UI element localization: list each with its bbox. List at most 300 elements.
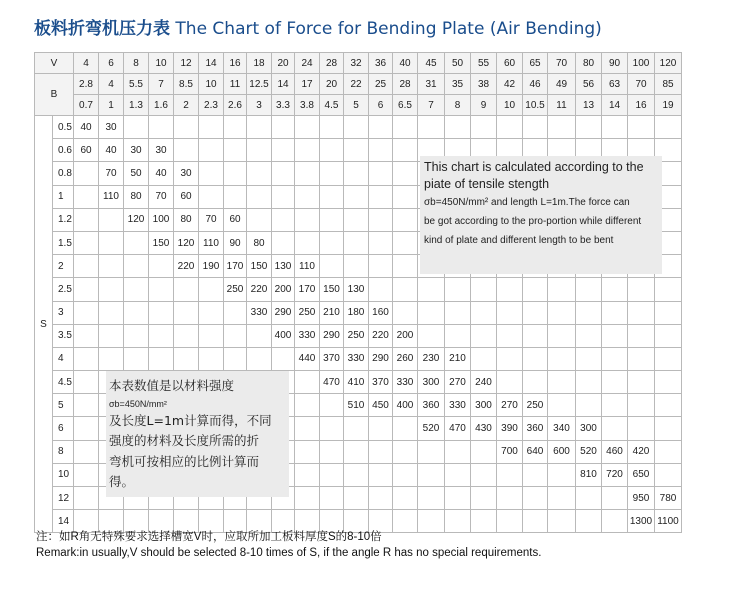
force-cell	[655, 347, 682, 370]
force-cell: 290	[272, 301, 295, 324]
force-cell	[74, 255, 99, 278]
force-cell: 220	[369, 324, 393, 347]
force-cell: 160	[369, 301, 393, 324]
english-note-box	[420, 156, 662, 274]
v-value: 40	[393, 53, 418, 74]
force-cell: 30	[149, 139, 174, 162]
force-cell	[418, 116, 445, 139]
table-row	[35, 116, 682, 139]
force-cell	[418, 301, 445, 324]
force-cell: 70	[99, 162, 124, 185]
force-cell	[576, 371, 602, 394]
force-cell	[523, 278, 548, 301]
v-label: V	[35, 53, 74, 74]
force-cell	[445, 116, 471, 139]
s-value: 4	[53, 347, 74, 370]
force-cell: 250	[523, 394, 548, 417]
force-cell	[471, 487, 497, 510]
force-cell	[655, 278, 682, 301]
force-cell	[124, 116, 149, 139]
v-value: 65	[523, 53, 548, 74]
force-cell: 240	[471, 371, 497, 394]
page-title	[34, 14, 602, 39]
s-value: 2	[53, 255, 74, 278]
note-en-line: piate of tensile stength	[424, 177, 550, 191]
force-cell	[272, 162, 295, 185]
v-value: 18	[247, 53, 272, 74]
note-cn-line: 本表数值是以材料强度	[109, 378, 235, 393]
force-cell	[247, 139, 272, 162]
force-cell: 60	[74, 139, 99, 162]
note-cn-line: 及长度L=1m计算而得，不同	[109, 412, 272, 428]
force-cell: 400	[272, 324, 295, 347]
force-cell	[628, 301, 655, 324]
b-max-value: 46	[523, 74, 548, 95]
v-value: 16	[224, 53, 247, 74]
force-cell: 170	[295, 278, 320, 301]
b-max-value: 10	[199, 74, 224, 95]
force-cell: 330	[445, 394, 471, 417]
v-value: 10	[149, 53, 174, 74]
b-max-value: 70	[628, 74, 655, 95]
force-cell	[74, 440, 99, 463]
force-cell: 950	[628, 487, 655, 510]
force-cell: 700	[497, 440, 523, 463]
force-cell	[548, 510, 576, 533]
b-max-value: 31	[418, 74, 445, 95]
force-cell: 450	[369, 394, 393, 417]
force-cell	[523, 301, 548, 324]
force-cell	[393, 440, 418, 463]
force-cell: 370	[320, 347, 344, 370]
force-cell: 110	[295, 255, 320, 278]
force-cell	[295, 463, 320, 486]
table-row	[35, 324, 682, 347]
force-cell	[628, 347, 655, 370]
force-cell	[393, 463, 418, 486]
force-cell	[471, 324, 497, 347]
chinese-note-box	[106, 371, 289, 497]
force-cell	[295, 139, 320, 162]
note-cn-line: σb=450N/mm²	[109, 398, 167, 409]
force-cell	[174, 301, 199, 324]
table-row	[35, 301, 682, 324]
force-cell	[174, 324, 199, 347]
b-max-value: 25	[369, 74, 393, 95]
force-cell: 300	[471, 394, 497, 417]
b-min-value: 3	[247, 95, 272, 116]
force-cell	[548, 324, 576, 347]
b-label: B	[35, 74, 74, 116]
force-cell	[247, 324, 272, 347]
s-value: 10	[53, 463, 74, 486]
force-cell	[344, 185, 369, 208]
force-cell	[523, 371, 548, 394]
force-cell	[369, 440, 393, 463]
force-cell	[199, 301, 224, 324]
force-cell	[576, 347, 602, 370]
note-en-line: be got according to the pro-portion while different	[424, 216, 642, 227]
force-cell	[497, 301, 523, 324]
force-cell	[344, 440, 369, 463]
v-value: 12	[174, 53, 199, 74]
v-value: 70	[548, 53, 576, 74]
force-cell	[523, 347, 548, 370]
force-cell	[320, 487, 344, 510]
force-cell: 120	[124, 208, 149, 231]
force-cell	[124, 255, 149, 278]
v-value: 90	[602, 53, 628, 74]
force-cell	[369, 116, 393, 139]
force-cell	[224, 185, 247, 208]
force-cell	[393, 487, 418, 510]
force-cell: 80	[247, 231, 272, 254]
force-cell	[655, 116, 682, 139]
force-cell: 290	[320, 324, 344, 347]
force-cell: 60	[224, 208, 247, 231]
b-min-value: 3.8	[295, 95, 320, 116]
force-cell	[344, 463, 369, 486]
v-value: 50	[445, 53, 471, 74]
force-cell	[320, 139, 344, 162]
force-cell	[548, 301, 576, 324]
force-cell	[576, 510, 602, 533]
force-cell	[272, 185, 295, 208]
force-cell	[320, 162, 344, 185]
force-cell	[74, 278, 99, 301]
force-cell	[393, 255, 418, 278]
b-max-value: 14	[272, 74, 295, 95]
force-cell: 1300	[628, 510, 655, 533]
force-cell: 430	[471, 417, 497, 440]
b-max-value: 11	[224, 74, 247, 95]
force-cell	[224, 116, 247, 139]
force-cell: 40	[74, 116, 99, 139]
b-max-value: 7	[149, 74, 174, 95]
force-cell	[445, 463, 471, 486]
force-cell	[655, 440, 682, 463]
force-cell: 340	[548, 417, 576, 440]
b-min-value: 3.3	[272, 95, 295, 116]
force-cell	[320, 231, 344, 254]
b-max-value: 38	[471, 74, 497, 95]
force-cell	[149, 278, 174, 301]
force-cell	[369, 185, 393, 208]
force-cell	[74, 417, 99, 440]
force-cell	[655, 371, 682, 394]
force-cell: 190	[199, 255, 224, 278]
force-cell	[445, 324, 471, 347]
b-min-value: 1.3	[124, 95, 149, 116]
b-min-value: 2	[174, 95, 199, 116]
b-min-value: 11	[548, 95, 576, 116]
b-max-value: 35	[445, 74, 471, 95]
force-cell	[247, 185, 272, 208]
force-cell: 420	[628, 440, 655, 463]
force-cell	[628, 116, 655, 139]
force-cell: 150	[320, 278, 344, 301]
force-cell: 130	[344, 278, 369, 301]
force-cell	[320, 417, 344, 440]
force-cell	[602, 116, 628, 139]
force-cell	[272, 347, 295, 370]
force-cell	[149, 255, 174, 278]
force-cell	[344, 208, 369, 231]
b-min-value: 2.3	[199, 95, 224, 116]
force-cell	[320, 463, 344, 486]
force-cell	[497, 371, 523, 394]
force-cell: 250	[295, 301, 320, 324]
force-cell	[393, 231, 418, 254]
force-cell	[628, 324, 655, 347]
force-cell	[99, 301, 124, 324]
force-cell	[602, 301, 628, 324]
force-cell	[418, 487, 445, 510]
force-cell	[602, 394, 628, 417]
force-cell	[199, 324, 224, 347]
force-cell	[655, 417, 682, 440]
force-cell	[199, 347, 224, 370]
b-min-value: 13	[576, 95, 602, 116]
force-cell	[548, 463, 576, 486]
force-cell: 50	[124, 162, 149, 185]
b-min-value: 6	[369, 95, 393, 116]
force-cell	[320, 185, 344, 208]
force-cell: 30	[124, 139, 149, 162]
force-cell	[74, 162, 99, 185]
force-cell: 600	[548, 440, 576, 463]
force-cell	[272, 208, 295, 231]
b-max-value: 8.5	[174, 74, 199, 95]
s-label: S	[35, 116, 53, 533]
force-cell: 520	[576, 440, 602, 463]
v-value: 80	[576, 53, 602, 74]
note-en-line: This chart is calculated according to the	[424, 160, 644, 174]
force-cell	[295, 162, 320, 185]
b-max-value: 85	[655, 74, 682, 95]
s-value: 4.5	[53, 371, 74, 394]
force-cell	[471, 347, 497, 370]
force-cell	[174, 139, 199, 162]
force-cell	[523, 324, 548, 347]
force-cell: 110	[99, 185, 124, 208]
force-cell	[199, 278, 224, 301]
force-cell: 40	[99, 139, 124, 162]
force-cell: 80	[124, 185, 149, 208]
b-max-value: 4	[99, 74, 124, 95]
force-cell	[74, 463, 99, 486]
footer-remark	[36, 529, 541, 561]
force-cell	[344, 487, 369, 510]
force-cell: 250	[224, 278, 247, 301]
force-cell	[295, 208, 320, 231]
force-cell: 70	[199, 208, 224, 231]
force-cell: 180	[344, 301, 369, 324]
force-cell	[74, 301, 99, 324]
force-cell	[344, 417, 369, 440]
force-cell	[602, 510, 628, 533]
force-cell	[628, 417, 655, 440]
v-value: 100	[628, 53, 655, 74]
force-cell	[602, 487, 628, 510]
force-cell	[99, 278, 124, 301]
force-cell: 130	[272, 255, 295, 278]
v-value: 36	[369, 53, 393, 74]
note-cn-line: 弯机可按相应的比例计算而	[109, 453, 260, 469]
force-cell	[295, 417, 320, 440]
force-cell	[548, 371, 576, 394]
s-value: 2.5	[53, 278, 74, 301]
force-cell: 150	[247, 255, 272, 278]
force-cell	[497, 116, 523, 139]
force-cell	[548, 347, 576, 370]
force-cell	[471, 463, 497, 486]
v-value: 28	[320, 53, 344, 74]
v-value: 14	[199, 53, 224, 74]
note-cn-line: 强度的材料及长度所需的折	[109, 433, 260, 448]
force-cell	[548, 394, 576, 417]
force-cell	[199, 116, 224, 139]
force-cell: 210	[445, 347, 471, 370]
b-min-value: 7	[418, 95, 445, 116]
force-cell	[199, 139, 224, 162]
force-cell	[295, 371, 320, 394]
force-cell	[497, 347, 523, 370]
note-en-line: kind of plate and different length to be bent	[424, 235, 614, 246]
force-cell	[548, 278, 576, 301]
force-cell	[576, 394, 602, 417]
force-cell	[576, 116, 602, 139]
force-cell	[247, 162, 272, 185]
note-en-line: σb=450N/mm² and length L=1m.The force can	[424, 197, 630, 208]
force-cell	[74, 231, 99, 254]
force-cell: 80	[174, 208, 199, 231]
force-cell: 250	[344, 324, 369, 347]
force-cell	[369, 139, 393, 162]
force-cell: 400	[393, 394, 418, 417]
v-value: 55	[471, 53, 497, 74]
force-cell: 70	[149, 185, 174, 208]
b-max-value: 20	[320, 74, 344, 95]
force-cell: 330	[393, 371, 418, 394]
force-cell: 470	[320, 371, 344, 394]
s-value: 8	[53, 440, 74, 463]
force-cell	[497, 487, 523, 510]
b-min-value: 5	[344, 95, 369, 116]
force-cell	[628, 371, 655, 394]
force-cell: 290	[369, 347, 393, 370]
force-cell	[418, 278, 445, 301]
table-row	[35, 347, 682, 370]
force-cell	[320, 255, 344, 278]
s-value: 14	[53, 510, 74, 533]
force-cell	[445, 278, 471, 301]
force-cell: 390	[497, 417, 523, 440]
s-value: 3	[53, 301, 74, 324]
b-min-value: 8	[445, 95, 471, 116]
force-cell	[174, 347, 199, 370]
force-cell	[124, 231, 149, 254]
force-cell	[393, 139, 418, 162]
force-cell	[369, 255, 393, 278]
force-cell	[224, 162, 247, 185]
force-cell	[655, 394, 682, 417]
force-cell	[393, 208, 418, 231]
force-cell	[74, 394, 99, 417]
force-cell: 210	[320, 301, 344, 324]
force-cell	[247, 347, 272, 370]
force-cell	[497, 463, 523, 486]
force-cell	[602, 417, 628, 440]
s-value: 3.5	[53, 324, 74, 347]
force-cell: 30	[174, 162, 199, 185]
force-cell: 330	[344, 347, 369, 370]
force-cell	[295, 440, 320, 463]
b-min-row	[35, 95, 682, 116]
force-cell: 30	[99, 116, 124, 139]
force-cell	[393, 301, 418, 324]
force-cell	[628, 394, 655, 417]
force-cell	[74, 208, 99, 231]
force-cell	[320, 116, 344, 139]
force-cell: 100	[149, 208, 174, 231]
s-value: 0.5	[53, 116, 74, 139]
force-cell	[523, 487, 548, 510]
remark-en: Remark:in usually,V should be selected 8-10 times of S, if the angle R has no special requirements.	[36, 547, 542, 559]
force-cell: 410	[344, 371, 369, 394]
force-cell	[295, 185, 320, 208]
force-cell	[602, 347, 628, 370]
force-cell	[272, 139, 295, 162]
force-cell	[471, 440, 497, 463]
force-cell	[174, 116, 199, 139]
force-cell	[418, 324, 445, 347]
force-cell	[393, 162, 418, 185]
force-cell	[523, 116, 548, 139]
v-value: 6	[99, 53, 124, 74]
force-cell: 330	[247, 301, 272, 324]
force-cell: 1100	[655, 510, 682, 533]
force-cell	[224, 324, 247, 347]
force-cell	[576, 278, 602, 301]
force-cell	[99, 347, 124, 370]
title-en: The Chart of Force for Bending Plate (Air Bending)	[175, 19, 602, 39]
title-cn: 板料折弯机压力表	[34, 19, 170, 39]
force-cell	[99, 231, 124, 254]
force-cell: 300	[576, 417, 602, 440]
force-cell	[369, 487, 393, 510]
force-cell: 110	[199, 231, 224, 254]
force-cell	[149, 347, 174, 370]
s-value: 0.6	[53, 139, 74, 162]
force-cell	[99, 255, 124, 278]
force-cell	[548, 487, 576, 510]
force-cell	[247, 116, 272, 139]
force-cell	[74, 371, 99, 394]
force-cell	[124, 324, 149, 347]
force-cell	[471, 116, 497, 139]
b-max-value: 63	[602, 74, 628, 95]
force-cell: 220	[247, 278, 272, 301]
v-value: 120	[655, 53, 682, 74]
note-cn-line: 得。	[109, 474, 135, 489]
v-value: 4	[74, 53, 99, 74]
force-cell	[295, 394, 320, 417]
force-cell	[344, 231, 369, 254]
force-cell	[247, 208, 272, 231]
b-max-row	[35, 74, 682, 95]
force-cell: 520	[418, 417, 445, 440]
